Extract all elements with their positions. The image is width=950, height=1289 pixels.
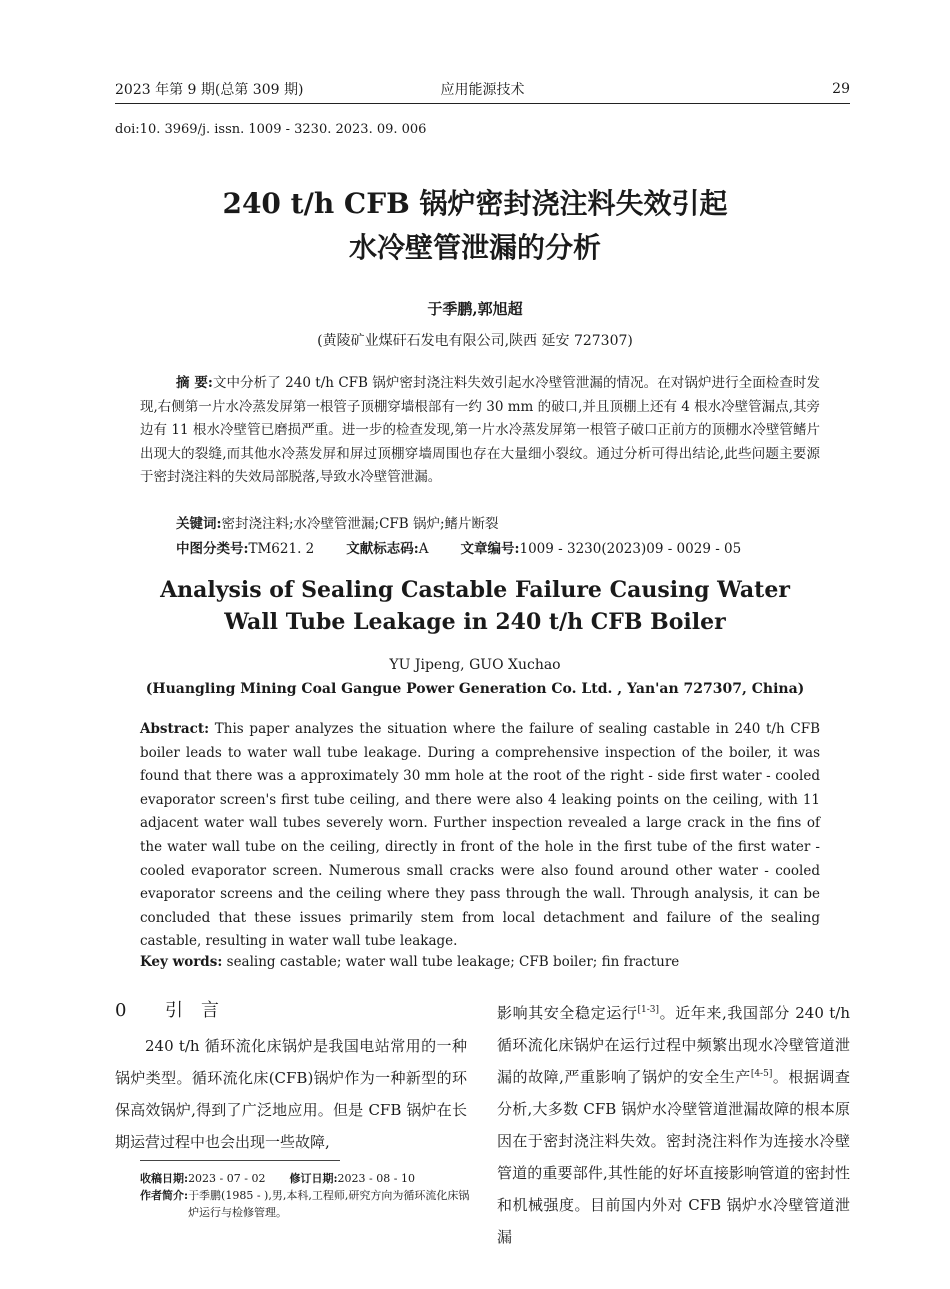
chinese-keywords	[176, 512, 499, 532]
issue-info: 2023 年第 9 期(总第 309 期)	[115, 82, 304, 98]
author-bio-label: 作者简介:	[140, 1189, 189, 1202]
english-abstract-text: This paper analyzes the situation where the failure of sealing castable in 240 t/h CFB boiler leads to water wall tube leakage. During a comprehensive inspection of the boiler, it was found that there was a approximately 30 mm hole at the root of the right - side first water - cooled evaporator screen's first tube ceiling, and there were also 4 leaking points on the ceiling, with 11 adjacent water wall tubes severely worn. Further inspection revealed a large crack in the fins of the water wall tube on the ceiling, directly in front of the hole in the first tube of the first water - cooled evaporator screen. Numerous small cracks were also found around other water - cooled evaporator screens and the ceiling where they pass through the wall. Through analysis, it can be concluded that these issues primarily stem from local detachment and failure of the sealing castable, resulting in water wall tube leakage.	[140, 721, 820, 950]
page-number: 29	[832, 81, 850, 97]
body-column-left	[115, 1030, 467, 1158]
revised-date: 2023 - 08 - 10	[337, 1172, 415, 1185]
footnote-author	[140, 1187, 470, 1221]
running-header	[115, 78, 850, 100]
footnote	[140, 1170, 470, 1221]
section-title-char-2: 言	[201, 1000, 219, 1021]
chinese-title-line-2: 水冷壁管泄漏的分析	[348, 231, 601, 264]
english-keywords	[140, 954, 820, 970]
intro-text-right-b: 。近年来,我国部分 240 t/h 循环流化床锅炉在运行过程中频繁出现水冷壁管道泄漏的故障,严重影响了锅炉的安全生产	[497, 1004, 850, 1086]
intro-text-right-c: 。根据调查分析,大多数 CFB 锅炉水冷壁管道泄漏故障的根本原因在于密封浇注料失效。密封浇注料作为连接水冷壁管道的重要部件,其性能的好坏直接影响管道的密封性和机械强度。目前国内外对 CFB 锅炉水冷壁管道泄漏	[497, 1068, 850, 1246]
chinese-abstract-text: 文中分析了 240 t/h CFB 锅炉密封浇注料失效引起水冷壁管泄漏的情况。在对锅炉进行全面检查时发现,右侧第一片水冷蒸发屏第一根管子顶棚穿墙根部有一约 30 mm 的破口,并且顶棚上还有 4 根水冷壁管漏点,其旁边有 11 根水冷壁管已磨损严重。进一步的检查发现,第一片水冷蒸发屏第一根管子破口正前方的顶棚水冷壁管鳍片出现大的裂缝,而其他水冷蒸发屏和屏过顶棚穿墙周围也存在大量细小裂纹。通过分析可得出结论,此些问题主要源于密封浇注料的失效局部脱落,导致水冷壁管泄漏。	[140, 375, 820, 486]
section-number: 0	[115, 1000, 127, 1021]
doc-code-label: 文献标志码:	[346, 541, 419, 557]
chinese-affiliation: (黄陵矿业煤矸石发电有限公司,陕西 延安 727307)	[317, 333, 633, 349]
english-title-line-1: Analysis of Sealing Castable Failure Causing Water	[160, 577, 790, 603]
journal-name: 应用能源技术	[440, 82, 525, 98]
footnote-divider	[140, 1160, 340, 1161]
citation-4-5[interactable]: [4-5]	[750, 1069, 773, 1079]
header-divider	[115, 103, 850, 104]
chinese-title-line-1: 240 t/h CFB 锅炉密封浇注料失效引起	[222, 187, 728, 220]
clc-value: TM621. 2	[248, 541, 315, 557]
footnote-dates	[140, 1170, 470, 1187]
chinese-abstract-label: 摘 要:	[176, 375, 213, 391]
article-number-value: 1009 - 3230(2023)09 - 0029 - 05	[519, 541, 742, 557]
chinese-abstract	[140, 372, 820, 490]
section-title-char-1: 引	[165, 1000, 183, 1021]
intro-paragraph-left: 240 t/h 循环流化床锅炉是我国电站常用的一种锅炉类型。循环流化床(CFB)锅炉作为一种新型的环保高效锅炉,得到了广泛地应用。但是 CFB 锅炉在长期运营过程中也会出现一些故障,	[115, 1037, 467, 1151]
author-bio-text: 于季鹏(1985 - ),男,本科,工程师,研究方向为循环流化床锅炉运行与检修管理。	[188, 1189, 470, 1219]
english-title	[0, 574, 950, 638]
english-authors: YU Jipeng, GUO Xuchao	[389, 657, 561, 673]
chinese-keywords-label: 关键词:	[176, 516, 222, 532]
section-heading-introduction	[115, 996, 219, 1022]
citation-1-3[interactable]: [1-3]	[637, 1005, 659, 1015]
english-abstract	[140, 718, 820, 954]
received-date: 2023 - 07 - 02	[188, 1172, 266, 1185]
english-keywords-label: Key words:	[140, 954, 223, 970]
doi[interactable]: doi:10. 3969/j. issn. 1009 - 3230. 2023. 09. 006	[115, 122, 427, 137]
revised-label: 修订日期:	[289, 1172, 338, 1185]
chinese-keywords-text: 密封浇注料;水冷壁管泄漏;CFB 锅炉;鳍片断裂	[221, 516, 499, 532]
english-affiliation: (Huangling Mining Coal Gangue Power Generation Co. Ltd. , Yan'an 727307, China)	[145, 681, 805, 697]
clc-label: 中图分类号:	[176, 541, 249, 557]
english-title-line-2: Wall Tube Leakage in 240 t/h CFB Boiler	[224, 609, 726, 635]
body-column-right	[497, 997, 850, 1253]
intro-text-right-a: 影响其安全稳定运行	[497, 1004, 638, 1022]
chinese-title	[0, 182, 950, 270]
english-keywords-text: sealing castable; water wall tube leakage; CFB boiler; fin fracture	[222, 954, 680, 970]
chinese-authors: 于季鹏,郭旭超	[427, 300, 523, 318]
english-abstract-label: Abstract:	[140, 721, 210, 737]
received-label: 收稿日期:	[140, 1172, 189, 1185]
doc-code-value: A	[418, 541, 429, 557]
article-number-label: 文章编号:	[460, 541, 520, 557]
classification-line	[176, 537, 741, 557]
